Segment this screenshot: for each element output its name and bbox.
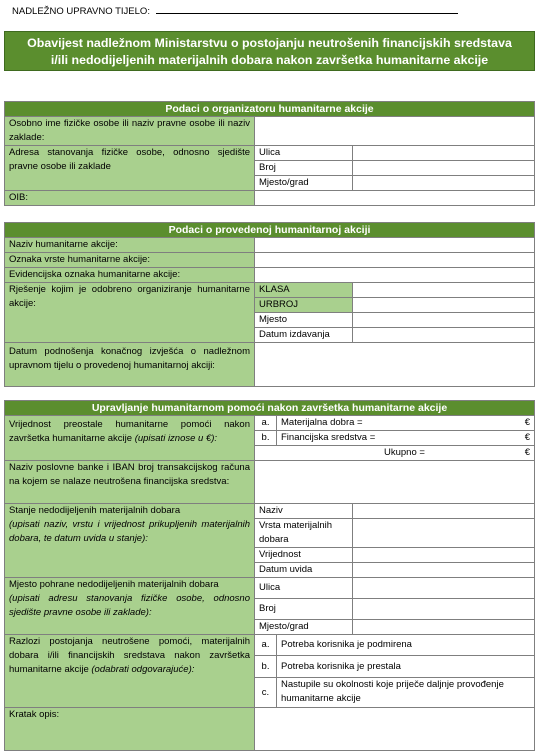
organizer-name-field[interactable] xyxy=(255,117,535,146)
form-title-line1: Obavijest nadležnom Ministarstvu o postojanju neutrošenih financijskih sredstava xyxy=(27,36,512,50)
goods-label xyxy=(5,504,255,578)
action-type-field[interactable] xyxy=(255,253,535,268)
reason-b-option[interactable]: b. xyxy=(255,656,277,678)
reasons-note: (odabrati odgovarajuće): xyxy=(91,664,195,675)
material-euro: € xyxy=(524,417,530,428)
action-klasa-field[interactable] xyxy=(353,283,535,298)
remaining-note: (upisati iznose u €): xyxy=(134,433,218,444)
reason-a-option[interactable]: a. xyxy=(255,635,277,656)
total-label: Ukupno = xyxy=(384,447,425,458)
goods-kind-field[interactable] xyxy=(353,519,535,548)
storage-label-text: Mjesto pohrane nedodijeljenih materijalnih dobara xyxy=(9,579,219,590)
management-table xyxy=(4,400,535,751)
material-letter: a. xyxy=(255,416,277,431)
form-title-line2: i/ili nedodijeljenih materijalnih dobara nakon završetka humanitarne akcije xyxy=(50,53,489,67)
authority-line xyxy=(12,5,458,17)
action-issue-date-label: Datum izdavanja xyxy=(255,328,353,343)
goods-label-text: Stanje nedodijeljenih materijalnih dobara xyxy=(9,505,181,516)
reasons-label xyxy=(5,635,255,708)
goods-value-label: Vrijednost xyxy=(255,548,353,563)
goods-note: (upisati naziv, vrstu i vrijednost prikupljenih materijalnih dobara, te datum uvida u stanje): xyxy=(9,519,250,544)
action-record-label: Evidencijska oznaka humanitarne akcije: xyxy=(5,268,255,283)
storage-city-label: Mjesto/grad xyxy=(255,620,353,635)
action-name-label: Naziv humanitarne akcije: xyxy=(5,238,255,253)
organizer-street-label: Ulica xyxy=(255,146,353,161)
action-heading: Podaci o provedenoj humanitarnoj akciji xyxy=(5,223,535,238)
summary-label: Kratak opis: xyxy=(5,708,255,751)
organizer-number-label: Broj xyxy=(255,161,353,176)
organizer-name-label: Osobno ime fizičke osobe ili naziv pravne osobe ili naziv zaklade: xyxy=(5,117,255,146)
action-klasa-label: KLASA xyxy=(255,283,353,298)
reasons-label-text: Razlozi postojanja neutrošene pomoći, materijalnih dobara i/ili financijskih sredstava nakon završetka humanitarne akcije xyxy=(9,636,250,675)
goods-value-field[interactable] xyxy=(353,548,535,563)
total-field[interactable] xyxy=(255,446,535,461)
action-record-field[interactable] xyxy=(255,268,535,283)
organizer-oib-field[interactable] xyxy=(255,191,535,206)
action-urbroj-field[interactable] xyxy=(353,298,535,313)
summary-field[interactable] xyxy=(255,708,535,751)
action-report-date-label: Datum podnošenja konačnog izvješća o nadležnom upravnom tijelu o provedenoj humanitarnoj akciji: xyxy=(5,343,255,387)
storage-note: (upisati adresu stanovanja fizičke osobe, odnosno sjedište pravne osobe ili zaklade): xyxy=(9,593,250,618)
goods-date-field[interactable] xyxy=(353,563,535,578)
organizer-city-label: Mjesto/grad xyxy=(255,176,353,191)
goods-name-label: Naziv xyxy=(255,504,353,519)
goods-kind-label: Vrsta materijalnih dobara xyxy=(255,519,353,548)
organizer-number-field[interactable] xyxy=(353,161,535,176)
financial-letter: b. xyxy=(255,431,277,446)
action-urbroj-label: URBROJ xyxy=(255,298,353,313)
action-table xyxy=(4,222,535,387)
material-field[interactable] xyxy=(277,416,535,431)
action-place-label: Mjesto xyxy=(255,313,353,328)
reason-a-label: Potreba korisnika je podmirena xyxy=(277,635,535,656)
financial-euro: € xyxy=(524,432,530,443)
bank-label: Naziv poslovne banke i IBAN broj transakcijskog računa na kojem se nalaze neutrošena financijska sredstva: xyxy=(5,461,255,504)
remaining-label xyxy=(5,416,255,461)
total-euro: € xyxy=(524,447,530,458)
organizer-address-label: Adresa stanovanja fizičke osobe, odnosno sjedište pravne osobe ili zaklade xyxy=(5,146,255,191)
storage-number-label: Broj xyxy=(255,599,353,620)
management-heading: Upravljanje humanitarnom pomoći nakon završetka humanitarne akcije xyxy=(5,401,535,416)
storage-label xyxy=(5,578,255,635)
material-label: Materijalna dobra = xyxy=(281,417,363,428)
storage-city-field[interactable] xyxy=(353,620,535,635)
financial-label: Financijska sredstva = xyxy=(281,432,376,443)
organizer-street-field[interactable] xyxy=(353,146,535,161)
action-name-field[interactable] xyxy=(255,238,535,253)
reason-c-label: Nastupile su okolnosti koje priječe daljnje provođenje humanitarne akcije xyxy=(277,678,535,708)
storage-street-label: Ulica xyxy=(255,578,353,599)
authority-label: NADLEŽNO UPRAVNO TIJELO: xyxy=(12,6,150,17)
reason-c-option[interactable]: c. xyxy=(255,678,277,708)
organizer-table xyxy=(4,101,535,206)
storage-street-field[interactable] xyxy=(353,578,535,599)
organizer-city-field[interactable] xyxy=(353,176,535,191)
authority-input-line[interactable] xyxy=(156,5,458,14)
goods-date-label: Datum uvida xyxy=(255,563,353,578)
action-report-date-field[interactable] xyxy=(255,343,535,387)
organizer-heading: Podaci o organizatoru humanitarne akcije xyxy=(5,102,535,117)
action-decision-label: Rješenje kojim je odobreno organiziranje humanitarne akcije: xyxy=(5,283,255,343)
reason-b-label: Potreba korisnika je prestala xyxy=(277,656,535,678)
storage-number-field[interactable] xyxy=(353,599,535,620)
organizer-oib-label: OIB: xyxy=(5,191,255,206)
goods-name-field[interactable] xyxy=(353,504,535,519)
action-place-field[interactable] xyxy=(353,313,535,328)
form-title xyxy=(4,31,535,71)
action-type-label: Oznaka vrste humanitarne akcije: xyxy=(5,253,255,268)
financial-field[interactable] xyxy=(277,431,535,446)
action-issue-date-field[interactable] xyxy=(353,328,535,343)
bank-field[interactable] xyxy=(255,461,535,504)
remaining-label-text: Vrijednost preostale humanitarne pomoći nakon završetka humanitarne akcije xyxy=(9,419,250,444)
